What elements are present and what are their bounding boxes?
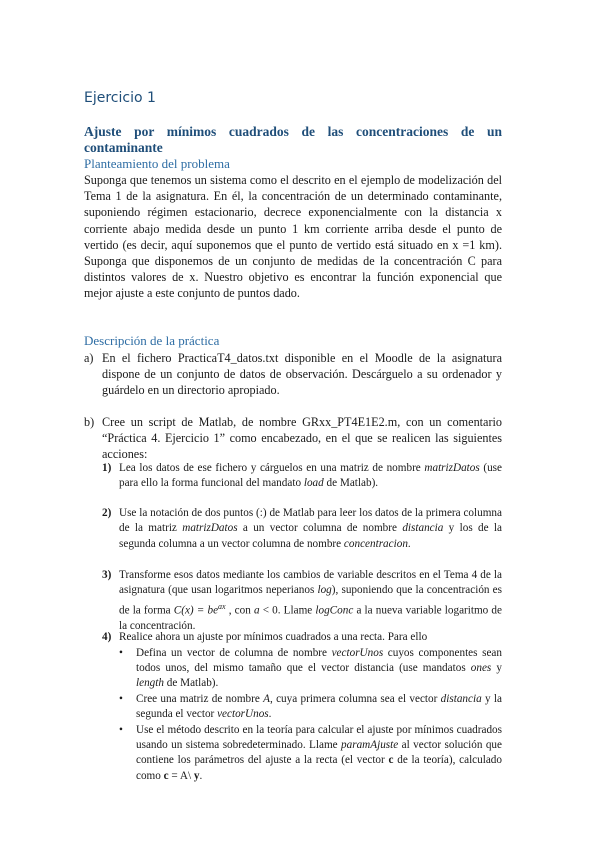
text-run-bold: c xyxy=(388,754,394,767)
list-marker-b: b) xyxy=(84,415,95,429)
list-item-a-text: En el fichero PracticaT4_datos.txt disponible en el Moodle de la asignatura dispone de un conjunto de datos de observación. Descárguelo a su ordenador y guárdelo en un directorio apropiado. xyxy=(102,351,502,397)
step-text xyxy=(119,568,502,634)
exercise-title: Ejercicio 1 xyxy=(84,90,156,106)
step-marker: 3) xyxy=(102,569,112,581)
text-run: Transforme esos datos mediante los cambios de variable descritos en el Tema 4 de la asignatura (que usan logaritmos neperianos xyxy=(119,569,502,597)
text-run: < 0. Llame xyxy=(259,604,316,617)
text-run-italic: concentracion xyxy=(343,537,408,550)
text-run-italic: A xyxy=(263,693,270,705)
text-run-italic: log xyxy=(317,584,332,597)
section-heading-descripcion: Descripción de la práctica xyxy=(84,333,220,348)
text-run: (use para ello la forma funcional del mandato xyxy=(119,462,502,490)
bullet-icon: • xyxy=(119,693,123,705)
bullet-item xyxy=(119,723,502,784)
bullet-icon: • xyxy=(119,647,123,659)
bullet-icon: • xyxy=(119,724,123,736)
text-run: de la teoría), calculado como xyxy=(136,754,502,782)
text-run-italic: length xyxy=(136,677,164,690)
text-run: y xyxy=(491,662,502,675)
text-run: . xyxy=(199,769,203,782)
text-run: al vector solución que contiene los parámetros del ajuste a la recta (el vector xyxy=(136,739,502,767)
text-run: de Matlab). xyxy=(323,477,379,490)
text-run: de Matlab). xyxy=(163,677,219,690)
text-run: Use la notación de dos puntos (:) de Matlab para leer los datos de la primera columna de la matriz xyxy=(119,507,502,535)
text-run: y los de la segunda columna a un vector columna de nombre xyxy=(119,522,502,550)
bullet-text xyxy=(136,692,502,722)
step-3 xyxy=(102,568,502,634)
list-item-b xyxy=(84,414,502,462)
text-run-italic: logConc xyxy=(315,604,354,617)
problem-paragraph-text: Suponga que tenemos un sistema como el descrito en el ejemplo de modelización del Tema 1 de la asignatura. En él, la concentración de un determinado contaminante, suponiendo régimen estacionario, decrece exponencialmente con la distancia x corriente abajo medida desde un punto 1 km corriente arriba desde el punto de vertido (es decir, aquí suponemos que el punto de vertido está situado en x =1 km). Suponga que disponemos de un conjunto de medidas de la concentración C para distintos valores de x. Nuestro objetivo es encontrar la función exponencial que mejor ajuste a este conjunto de puntos dado. xyxy=(84,173,502,301)
step-2 xyxy=(102,506,502,552)
text-run: a un vector columna de nombre xyxy=(237,522,403,535)
bullet-text xyxy=(136,646,502,692)
bullet-item xyxy=(119,692,502,722)
text-run: , con xyxy=(225,604,254,617)
main-title: Ajuste por mínimos cuadrados de las concentraciones de un contaminante xyxy=(84,124,502,155)
step-1 xyxy=(102,461,502,492)
text-run-italic: distancia xyxy=(440,693,482,705)
step-4 xyxy=(102,630,502,645)
list-item-a xyxy=(84,350,502,398)
step-marker: 4) xyxy=(102,631,112,643)
text-run: y la segunda el vector xyxy=(136,693,502,721)
formula: C(x) = be xyxy=(173,604,219,617)
list-item-b-text: Cree un script de Matlab, de nombre GRxx_PT4E1E2.m, con un comentario “Práctica 4. Ejercicio 1” como encabezado, en el que se realicen las siguientes acciones: xyxy=(102,415,502,461)
text-run-bold: y xyxy=(193,769,200,782)
text-run: Use el método descrito en la teoría para calcular el ajuste por mínimos cuadrados usando un sistema sobredeterminado. Llame xyxy=(136,724,502,752)
text-run-italic: distancia xyxy=(402,522,444,535)
text-run: a la nueva variable logaritmo de la concentración. xyxy=(119,604,502,632)
step-text xyxy=(119,461,502,492)
bullet-text xyxy=(136,723,502,784)
list-marker-a: a) xyxy=(84,351,94,365)
bullet-item xyxy=(119,646,502,692)
step-text xyxy=(119,506,502,552)
text-run-italic: paramAjuste xyxy=(341,739,399,752)
text-run: . xyxy=(268,708,272,721)
text-run: ), suponiendo que la concentración es de la forma xyxy=(119,584,502,617)
text-run-italic: a xyxy=(253,604,260,617)
text-run: cuyos componentes sean todos unos, del mismo tamaño que el vector distancia (use mandatos xyxy=(136,647,502,675)
text-run-italic: vectorUnos xyxy=(217,708,269,721)
text-run-italic: vectorUnos xyxy=(331,647,384,659)
text-run-italic: matrizDatos xyxy=(424,462,480,474)
text-run: Defina un vector de columna de nombre xyxy=(136,647,332,659)
text-run-italic: ones xyxy=(470,662,492,675)
text-run-bold: c xyxy=(163,769,169,782)
section-heading-planteamiento: Planteamiento del problema xyxy=(84,156,230,171)
text-run: Lea los datos de ese fichero y cárguelos en una matriz de nombre xyxy=(119,462,425,474)
text-run: = A\ xyxy=(168,769,194,782)
step-text: Realice ahora un ajuste por mínimos cuadrados a una recta. Para ello xyxy=(119,631,428,643)
text-run-italic: matrizDatos xyxy=(182,522,238,535)
text-run: Cree una matriz de nombre xyxy=(136,693,264,705)
problem-paragraph xyxy=(84,172,502,302)
text-run: , cuya primera columna sea el vector xyxy=(269,693,441,705)
text-run-italic: load xyxy=(303,477,324,490)
step-marker: 2) xyxy=(102,507,112,519)
formula-exponent: ax xyxy=(218,601,226,611)
text-run: . xyxy=(407,537,411,550)
step-marker: 1) xyxy=(102,462,112,474)
